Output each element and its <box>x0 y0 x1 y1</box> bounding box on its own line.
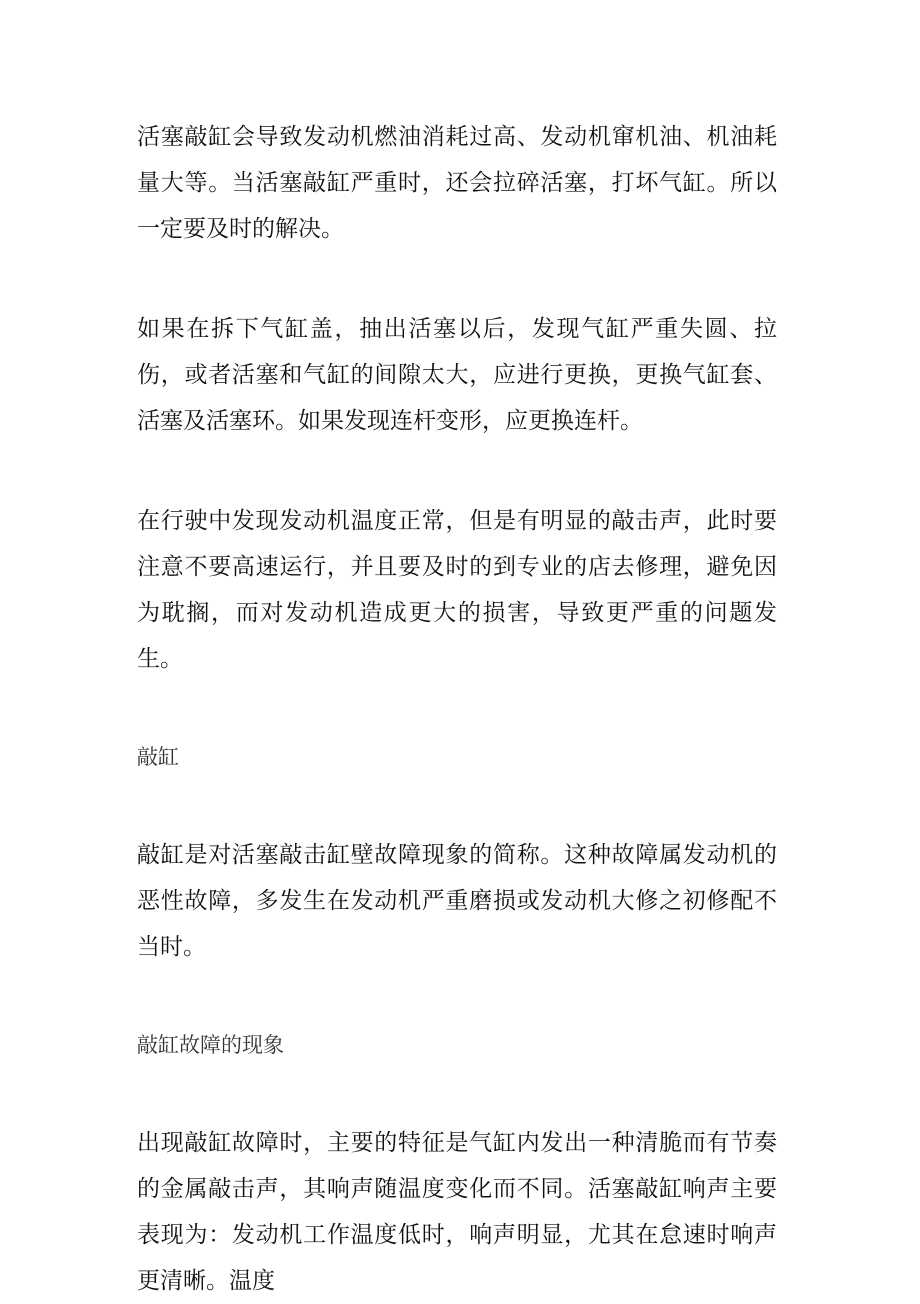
paragraph-knock-symptoms: 出现敲缸故障时，主要的特征是气缸内发出一种清脆而有节奏的金属敲击声，其响声随温度变化而不同。活塞敲缸响声主要表现为：发动机工作温度低时，响声明显，尤其在怠速时响声更清晰。温度 <box>137 1130 777 1294</box>
paragraph-knock-definition: 敲缸是对活塞敲击缸壁故障现象的简称。这种故障属发动机的恶性故障，多发生在发动机严重磨损或发动机大修之初修配不当时。 <box>137 842 777 960</box>
paragraph-spacer <box>137 682 777 734</box>
paragraph-driving-advice: 在行驶中发现发动机温度正常，但是有明显的敲击声，此时要注意不要高速运行，并且要及时的到专业的店去修理，避免因为耽搁，而对发动机造成更大的损害，导致更严重的问题发生。 <box>137 508 777 672</box>
paragraph-piston-knock-effects: 活塞敲缸会导致发动机燃油消耗过高、发动机窜机油、机油耗量大等。当活塞敲缸严重时，还会拉碎活塞，打坏气缸。所以一定要及时的解决。 <box>137 124 777 242</box>
section-heading-knock-symptoms: 敲缸故障的现象 <box>137 1033 284 1057</box>
paragraph-spacer <box>137 780 777 832</box>
paragraph-spacer <box>137 1068 777 1120</box>
document-body <box>137 114 777 1304</box>
paragraph-spacer <box>137 444 777 498</box>
paragraph-spacer <box>137 970 777 1022</box>
paragraph-spacer <box>137 252 777 306</box>
paragraph-cylinder-replacement: 如果在拆下气缸盖，抽出活塞以后，发现气缸严重失圆、拉伤，或者活塞和气缸的间隙太大，应进行更换，更换气缸套、活塞及活塞环。如果发现连杆变形，应更换连杆。 <box>137 316 777 434</box>
section-heading-knock: 敲缸 <box>137 745 179 769</box>
